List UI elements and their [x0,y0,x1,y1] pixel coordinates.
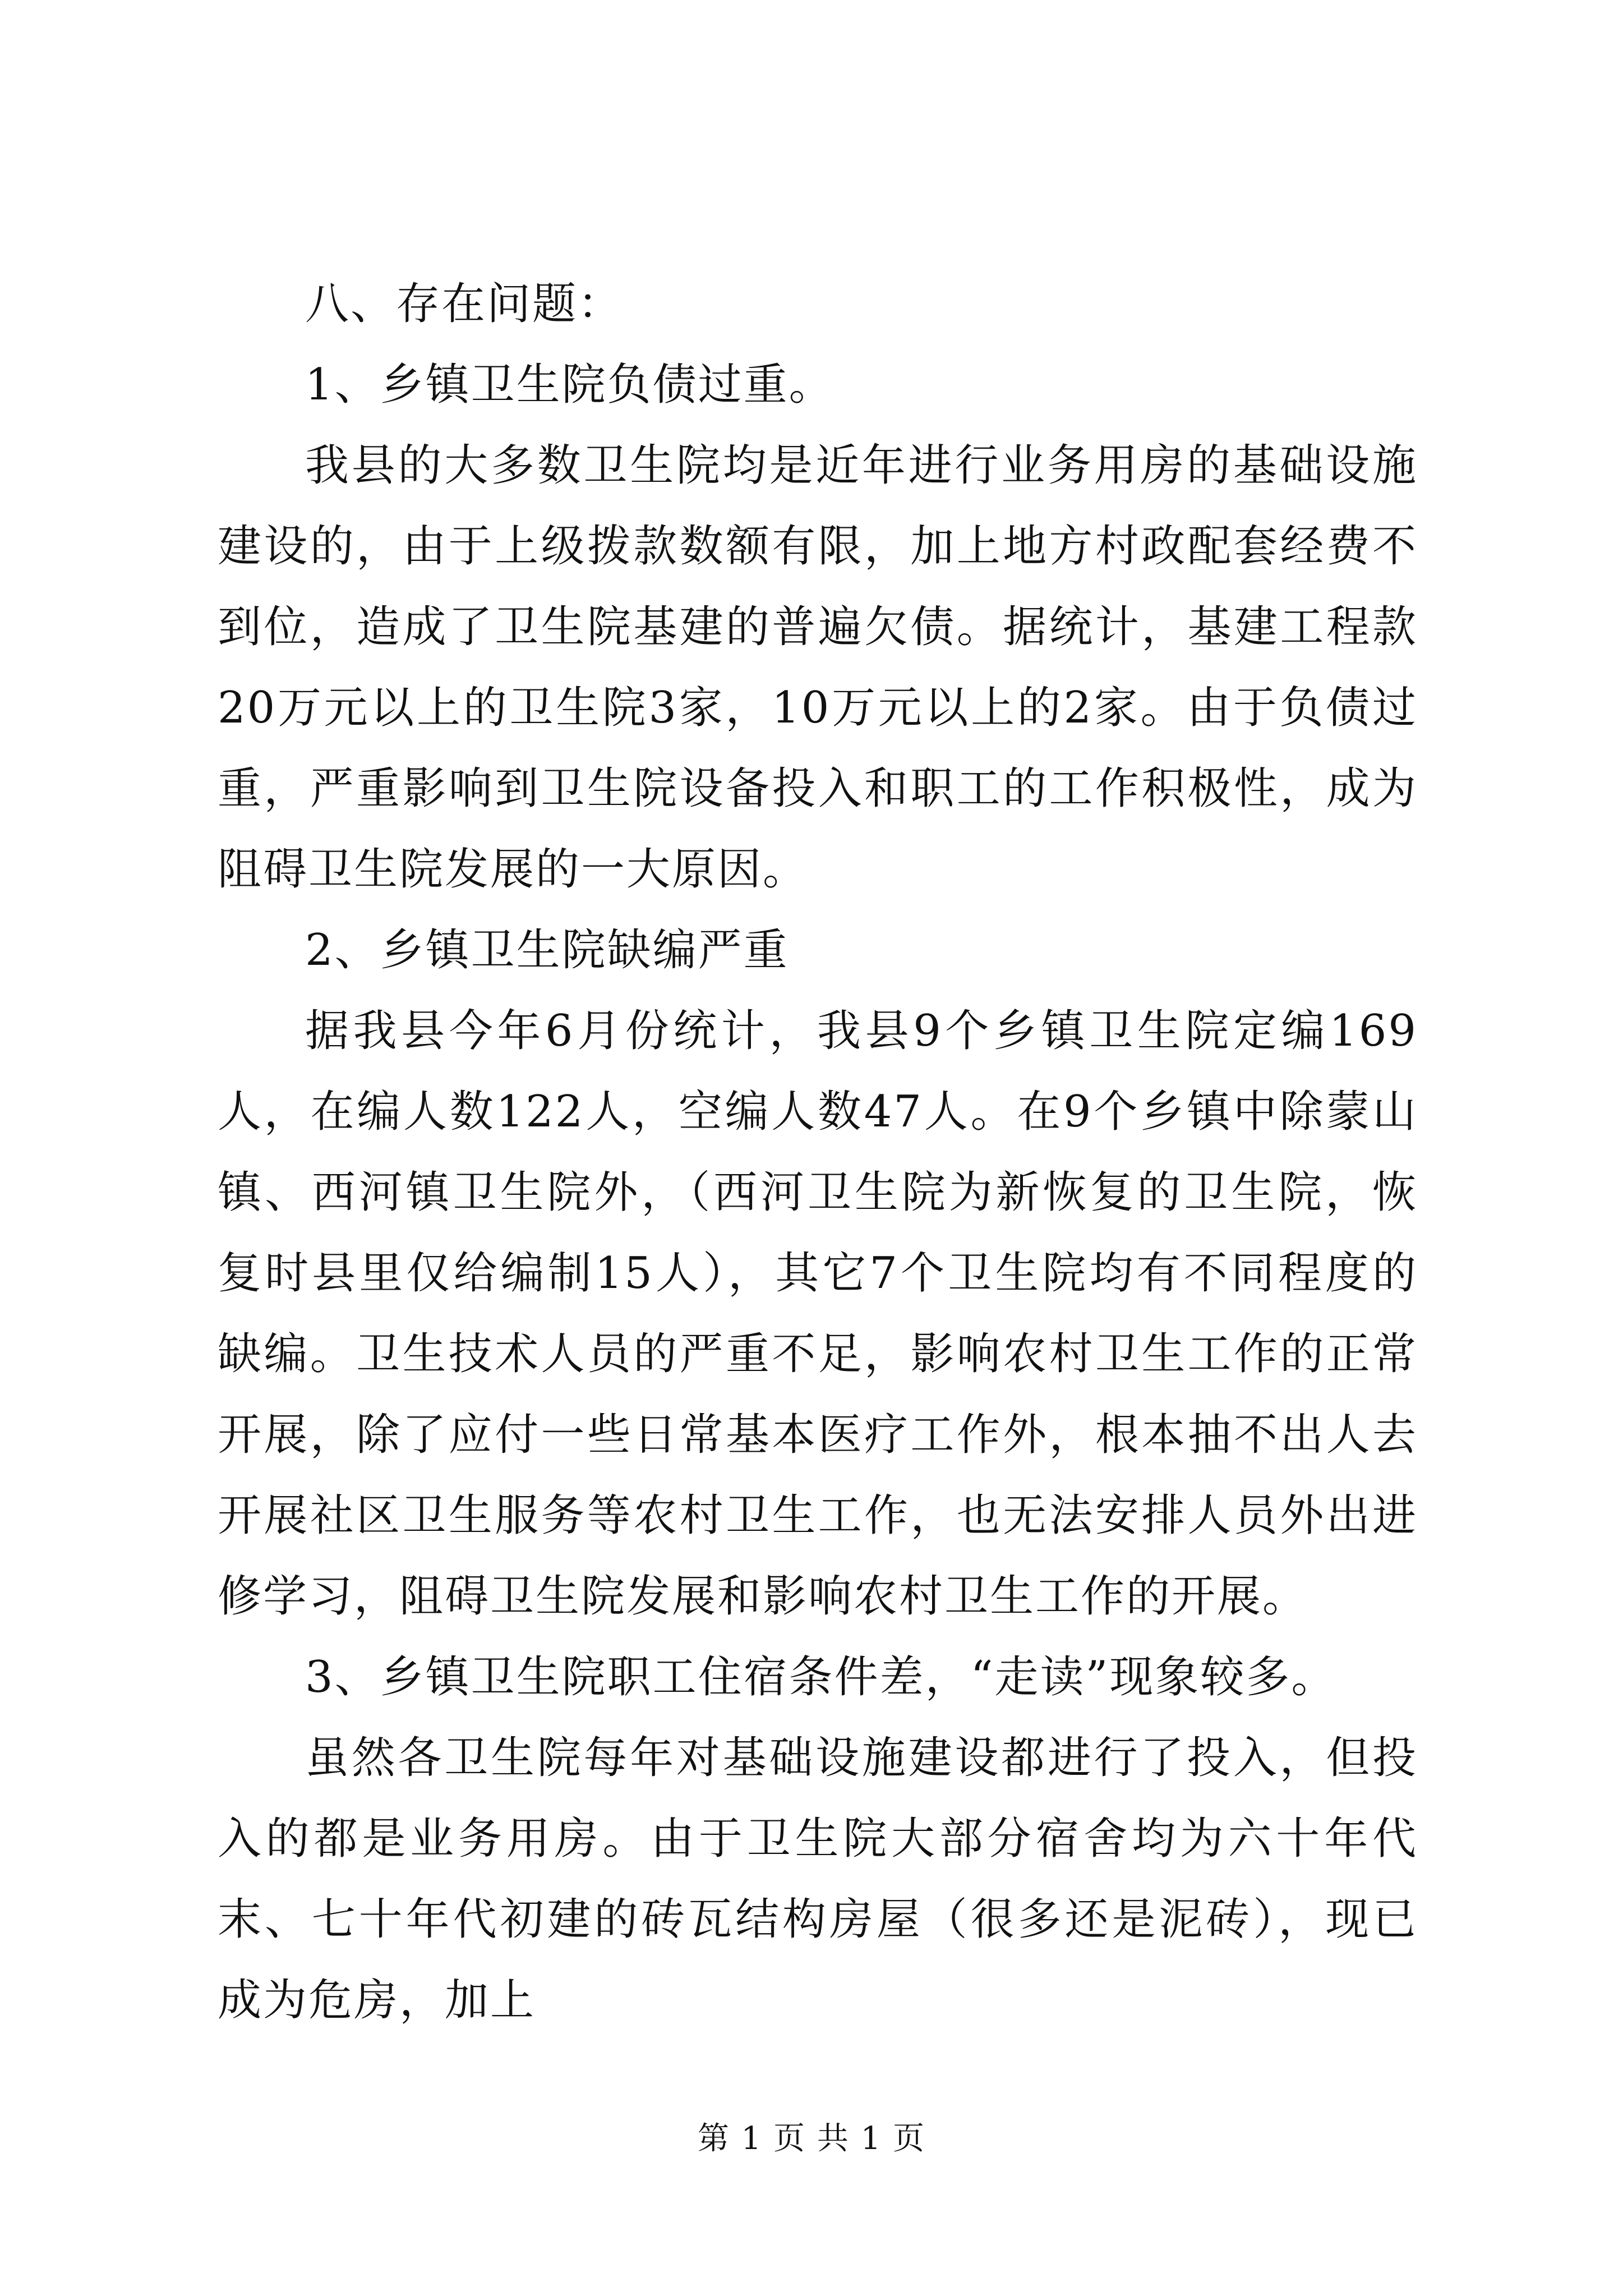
document-body [218,264,1418,2041]
point-3-body: 虽然各卫生院每年对基础设施建设都进行了投入，但投入的都是业务用房。由于卫生院大部分宿舍均为六十年代末、七十年代初建的砖瓦结构房屋（很多还是泥砖），现已成为危房，加上 [218,1733,1418,2026]
point-3-title: 3、乡镇卫生院职工住宿条件差，“走读”现象较多。 [305,1652,1337,1703]
point-1-body: 我县的大多数卫生院均是近年进行业务用房的基础设施建设的，由于上级拨款数额有限，加上地方村政配套经费不到位，造成了卫生院基建的普遍欠债。据统计，基建工程款20万元以上的卫生院3家，10万元以上的2家。由于负债过重，严重影响到卫生院设备投入和职工的工作积极性，成为阻碍卫生院发展的一大原因。 [218,440,1418,895]
point-1-title: 1、乡镇卫生院负债过重。 [305,360,834,410]
point-2-title: 2、乡镇卫生院缺编严重 [305,925,789,976]
section-heading: 八、存在问题： [305,279,624,329]
page-footer: 第 1 页 共 1 页 [697,2120,926,2157]
point-2-body: 据我县今年6月份统计，我县9个乡镇卫生院定编169人，在编人数122人，空编人数47人。在9个乡镇中除蒙山镇、西河镇卫生院外，（西河卫生院为新恢复的卫生院，恢复时县里仅给编制15人），其它7个卫生院均有不同程度的缺编。卫生技术人员的严重不足，影响农村卫生工作的正常开展，除了应付一些日常基本医疗工作外，根本抽不出人去开展社区卫生服务等农村卫生工作，也无法安排人员外出进修学习，阻碍卫生院发展和影响农村卫生工作的开展。 [218,1006,1418,1622]
